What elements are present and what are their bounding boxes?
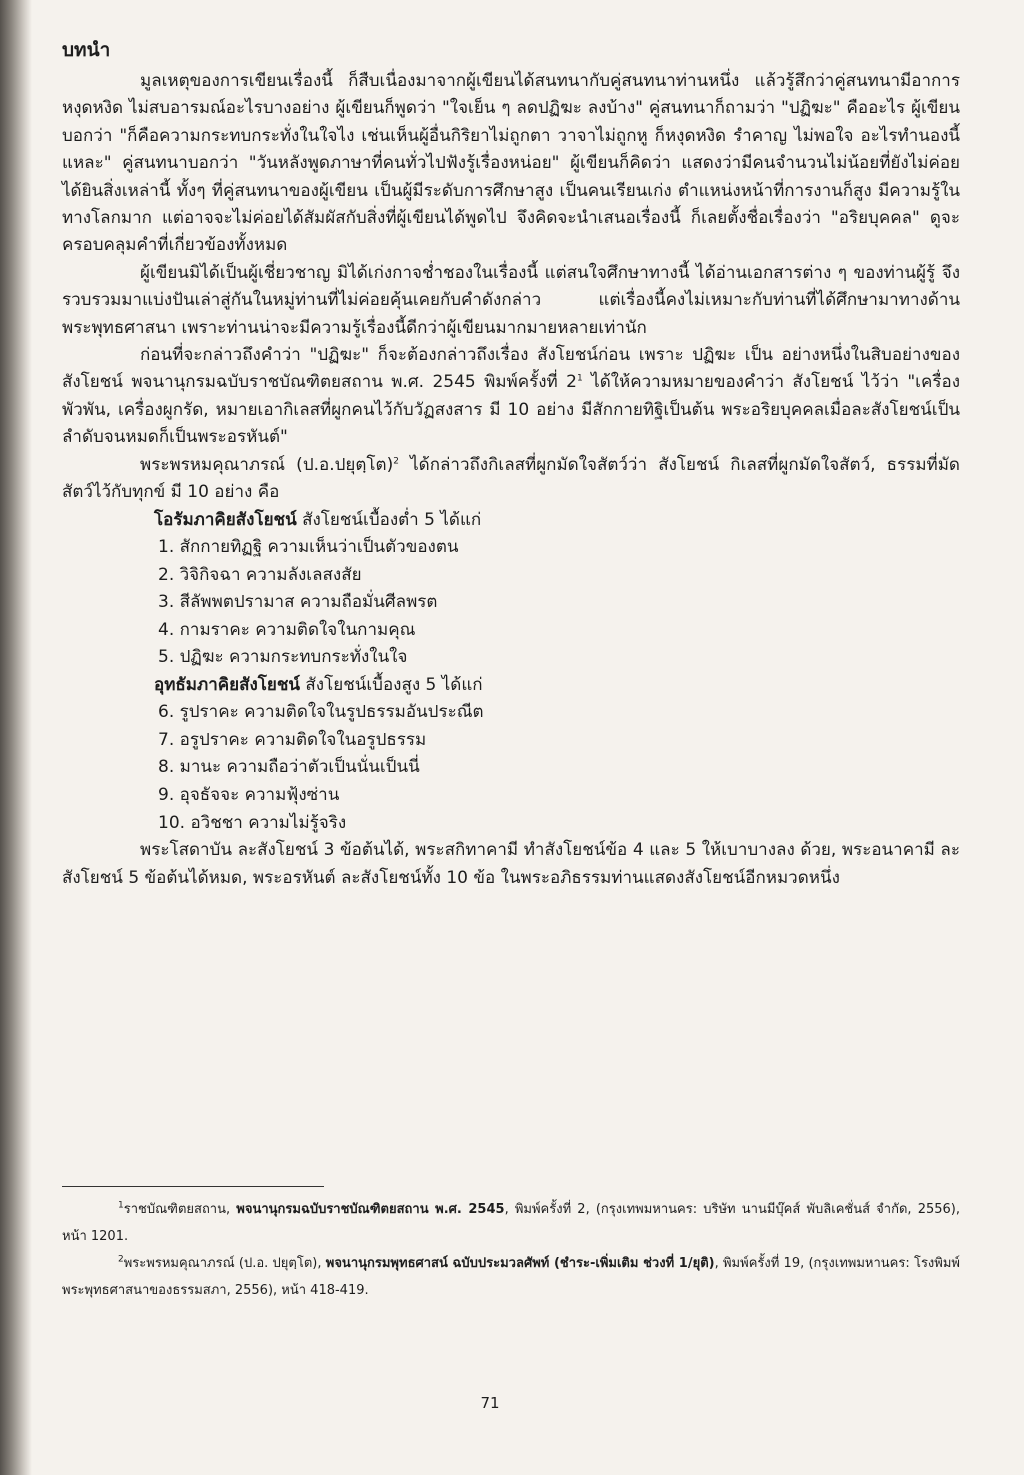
group-1-title: โอรัมภาคิยสังโยชน์ — [154, 509, 297, 530]
list-item: 4. กามราคะ ความติดใจในกามคุณ — [158, 619, 416, 640]
footnote-1 — [62, 1196, 960, 1250]
footnote-divider — [62, 1186, 324, 1187]
footnote-1-post: , พิมพ์ครั้งที่ 2, (กรุงเทพมหานคร: บริษัท นานมีบุ๊คส์ พับลิเคชั่นส์ จำกัด, 2556), หน้า 1201. — [62, 1202, 960, 1244]
footnote-2-pre: พระพรหมคุณาภรณ์ (ป.อ. ปยุตฺโต), — [123, 1256, 326, 1271]
list-item: 8. มานะ ความถือว่าตัวเป็นนั่นเป็นนี่ — [158, 757, 420, 778]
paragraph-4-part-b: ได้กล่าวถึงกิเลสที่ผูกมัดใจสัตว์ว่า สังโยชน์ กิเลสที่ผูกมัดใจสัตว์, ธรรมที่มัดสัตว์ไว้กับทุกข์ มี 10 อย่าง คือ — [62, 454, 960, 503]
group-2-title: อุทธัมภาคิยสังโยชน์ — [154, 674, 301, 695]
list-item: 5. ปฏิฆะ ความกระทบกระทั่งในใจ — [158, 647, 408, 668]
list-item: 10. อวิชชา ความไม่รู้จริง — [158, 812, 347, 833]
footnote-2 — [62, 1250, 960, 1304]
paragraph-3 — [62, 342, 960, 452]
body-text — [62, 36, 960, 892]
footnote-ref-2: 2 — [393, 456, 399, 467]
footnote-1-title: พจนานุกรมฉบับราชบัณฑิตยสถาน พ.ศ. 2545 — [236, 1202, 505, 1217]
footnote-1-mark: 1 — [118, 1200, 124, 1211]
list-item: 3. สีลัพพตปรามาส ความถือมั่นศีลพรต — [158, 592, 438, 613]
paragraph-1: มูลเหตุของการเขียนเรื่องนี้ ก็สืบเนื่องมาจากผู้เขียนได้สนทนากับคู่สนทนาท่านหนึ่ง แล้วรู้สึกว่าคู่สนทนามีอาการหงุดหงิด ไม่สบอารมณ์อะไรบางอย่าง ผู้เขียนก็พูดว่า "ใจเย็น ๆ ลดปฏิฆะ ลงบ้าง" คู่สนทนาก็ถามว่า "ปฏิฆะ" คืออะไร ผู้เขียนบอกว่า "ก็คือความกระทบกระทั่งในใจไง เช่นเห็นผู้อื่นกิริยาไม่ถูกตา วาจาไม่ถูกหู ก็หงุดหงิด รำคาญ ไม่พอใจ อะไรทำนองนี้แหละ" คู่สนทนาบอกว่า "วันหลังพูดภาษาที่คนทั่วไปฟังรู้เรื่องหน่อย" ผู้เขียนก็คิดว่า แสดงว่ามีคนจำนวนไม่น้อยที่ยังไม่ค่อยได้ยินสิ่งเหล่านี้ ทั้งๆ ที่คู่สนทนาของผู้เขียน เป็นผู้มีระดับการศึกษาสูง เป็นคนเรียนเก่ง ตำแหน่งหน้าที่การงานก็สูง มีความรู้ในทางโลกมาก แต่อาจจะไม่ค่อยได้สัมผัสกับสิ่งที่ผู้เขียนได้พูดไป จึงคิดจะนำเสนอเรื่องนี้ ก็เลยตั้งชื่อเรื่องว่า "อริยบุคคล" ดูจะครอบคลุมคำที่เกี่ยวข้องทั้งหมด — [62, 71, 960, 256]
group-2-heading — [62, 672, 960, 699]
footnotes — [62, 1196, 960, 1304]
list-item: 1. สักกายทิฏฐิ ความเห็นว่าเป็นตัวของตน — [158, 536, 459, 557]
list-item: 9. อุจธัจจะ ความฟุ้งซ่าน — [158, 785, 340, 806]
binding-shadow — [0, 0, 32, 1475]
paragraph-5: พระโสดาบัน ละสังโยชน์ 3 ข้อต้นได้, พระสกิทาคามี ทำสังโยชน์ข้อ 4 และ 5 ให้เบาบางลง ด้วย, พระอนาคามี ละสังโยชน์ 5 ข้อต้นได้หมด, พระอรหันต์ ละสังโยชน์ทั้ง 10 ข้อ ในพระอภิธรรมท่านแสดงสังโยชน์อีกหมวดหนึ่ง — [62, 840, 960, 888]
page-number: 71 — [480, 1394, 500, 1412]
footnote-2-post: , พิมพ์ครั้งที่ 19, (กรุงเทพมหานคร: โรงพิมพ์พระพุทธศาสนาของธรรมสภา, 2556), หน้า 418-419. — [62, 1256, 960, 1298]
paragraph-4 — [62, 452, 960, 507]
footnote-2-title: พจนานุกรมพุทธศาสน์ ฉบับประมวลศัพท์ (ชำระ-เพิ่มเติม ช่วงที่ 1/ยุติ) — [325, 1256, 715, 1271]
section-heading: บทนำ — [62, 39, 111, 61]
paragraph-4-part-a: พระพรหมคุณาภรณ์ (ป.อ.ปยุตฺโต) — [140, 454, 394, 475]
group-2-desc: สังโยชน์เบื้องสูง 5 ได้แก่ — [300, 674, 483, 695]
paragraph-3-part-a: ก่อนที่จะกล่าวถึงคำว่า "ปฏิฆะ" ก็จะต้องกล่าวถึงเรื่อง สังโยชน์ก่อน เพราะ ปฏิฆะ เป็น อย่างหนึ่งในสิบอย่างของสังโยชน์ พจนานุกรมฉบับราชบัณฑิตยสถาน พ.ศ. 2545 พิมพ์ครั้งที่ 2 — [62, 345, 960, 393]
paragraph-2: ผู้เขียนมิได้เป็นผู้เชี่ยวชาญ มิได้เก่งกาจช่ำชองในเรื่องนี้ แต่สนใจศึกษาทางนี้ ได้อ่านเอกสารต่าง ๆ ของท่านผู้รู้ จึงรวบรวมมาแบ่งปันเล่าสู่กันในหมู่ท่านที่ไม่ค่อยคุ้นเคยกับคำดังกล่าว แต่เรื่องนี้คงไม่เหมาะกับท่านที่ได้ศึกษามาทางด้านพระพุทธศาสนา เพราะท่านน่าจะมีความรู้เรื่องนี้ดีกว่าผู้เขียนมากมายหลายเท่านัก — [62, 262, 960, 338]
footnote-ref-1: 1 — [577, 373, 583, 384]
footnote-1-pre: ราชบัณฑิตยสถาน, — [123, 1202, 237, 1217]
footnote-2-mark: 2 — [118, 1254, 124, 1265]
list-item: 2. วิจิกิจฉา ความลังเลสงสัย — [158, 564, 362, 585]
group-1-desc: สังโยชน์เบื้องต่ำ 5 ได้แก่ — [296, 509, 482, 530]
group-1-heading — [62, 507, 960, 534]
paragraph-3-part-b: ได้ให้ความหมายของคำว่า สังโยชน์ ไว้ว่า "เครื่องพัวพัน, เครื่องผูกรัด, หมายเอากิเลสที่ผูกคนไว้กับวัฏสงสาร มี 10 อย่าง มีสักกายทิฐิเป็นต้น พระอริยบุคคลเมื่อละสังโยชน์เป็นลำดับจนหมดก็เป็นพระอรหันต์" — [62, 372, 961, 448]
list-item: 7. อรูปราคะ ความติดใจในอรูปธรรม — [158, 729, 427, 750]
list-item: 6. รูปราคะ ความติดใจในรูปธรรมอันประณีต — [158, 702, 484, 723]
